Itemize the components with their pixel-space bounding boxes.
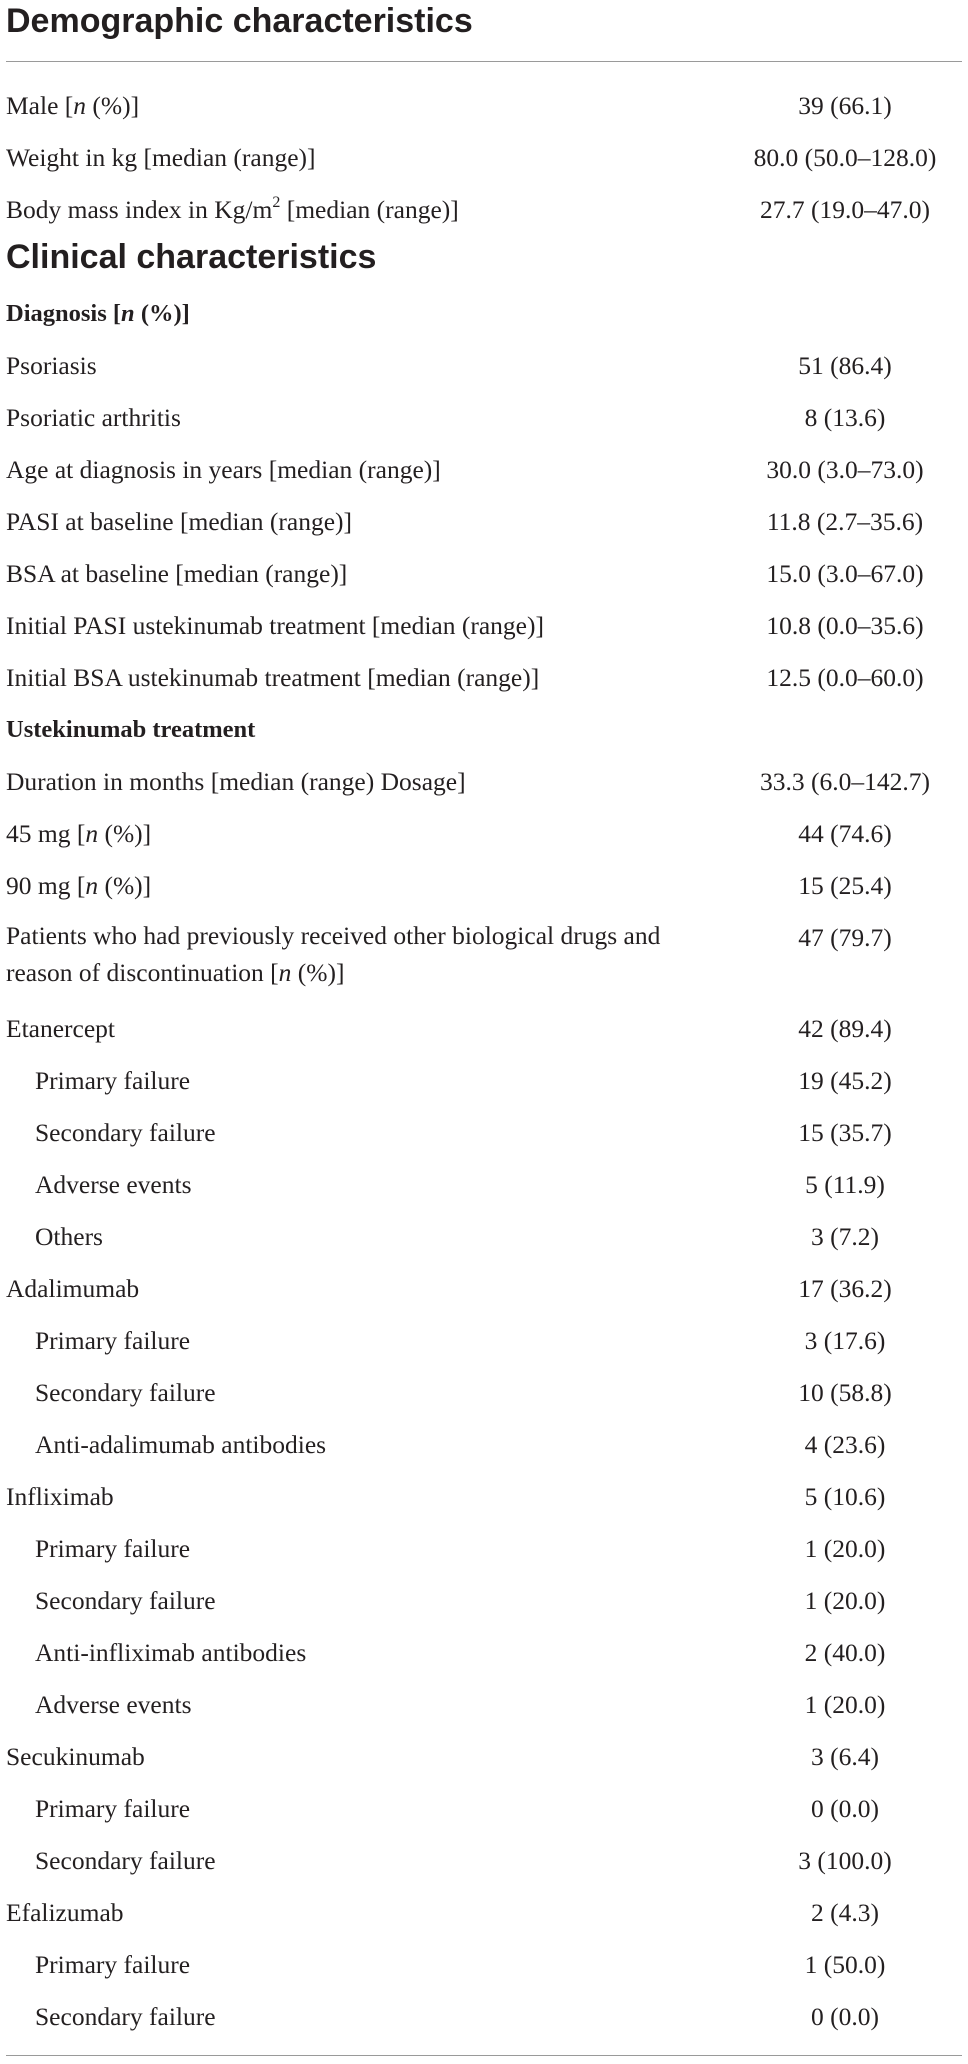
reason-label: Primary failure: [35, 1794, 191, 1823]
row-label: Age at diagnosis in years [median (range)]: [6, 455, 441, 484]
row-value: 10.8 (0.0–35.6): [766, 611, 924, 640]
header-divider: [6, 61, 962, 62]
row-value: 2 (40.0): [804, 1638, 886, 1667]
row-value: 3 (100.0): [798, 1846, 892, 1875]
row-value: 1 (50.0): [804, 1950, 886, 1979]
row-label: Psoriatic arthritis: [6, 403, 181, 432]
row-value: 30.0 (3.0–73.0): [766, 455, 924, 484]
reason-label: Adverse events: [35, 1170, 192, 1199]
row-value: 8 (13.6): [804, 403, 886, 432]
row-value: 19 (45.2): [798, 1066, 892, 1095]
drug-name: Secukinumab: [6, 1742, 145, 1771]
row-label: Psoriasis: [6, 351, 97, 380]
reason-label: Primary failure: [35, 1950, 191, 1979]
row-value: 2 (4.3): [811, 1898, 879, 1927]
row-value: 39 (66.1): [798, 91, 892, 120]
row-value: 5 (11.9): [805, 1170, 885, 1199]
row-value: 1 (20.0): [804, 1586, 886, 1615]
row-label: Initial PASI ustekinumab treatment [median (range)]: [6, 611, 544, 640]
row-value: 5 (10.6): [804, 1482, 886, 1511]
row-value: 15 (25.4): [798, 871, 892, 900]
row-value: 33.3 (6.0–142.7): [760, 767, 930, 796]
row-label: Weight in kg [median (range)]: [6, 143, 316, 172]
row-value: 10 (58.8): [798, 1378, 892, 1407]
row-value: 12.5 (0.0–60.0): [766, 663, 924, 692]
row-label: 45 mg [n (%)]: [6, 819, 152, 848]
reason-label: Others: [35, 1222, 103, 1251]
row-value: 3 (6.4): [811, 1742, 879, 1771]
row-value: 51 (86.4): [798, 351, 892, 380]
row-label: Male [n (%)]: [6, 91, 140, 120]
clinical-title: Clinical characteristics: [6, 238, 377, 276]
row-label: Diagnosis [n (%)]: [6, 300, 190, 327]
reason-label: Primary failure: [35, 1326, 191, 1355]
footer-divider: [6, 2055, 962, 2056]
row-label: 90 mg [n (%)]: [6, 871, 152, 900]
reason-label: Anti-infliximab antibodies: [35, 1638, 307, 1667]
row-value: 1 (20.0): [804, 1690, 886, 1719]
reason-label: Secondary failure: [35, 1378, 216, 1407]
demographic-title: Demographic characteristics: [6, 2, 473, 40]
reason-label: Adverse events: [35, 1690, 192, 1719]
row-label: BSA at baseline [median (range)]: [6, 559, 348, 588]
row-value: 15 (35.7): [798, 1118, 892, 1147]
row-value: 0 (0.0): [811, 1794, 879, 1823]
row-value: 27.7 (19.0–47.0): [760, 195, 930, 224]
row-value: 3 (7.2): [811, 1222, 879, 1251]
row-value: 4 (23.6): [804, 1430, 886, 1459]
reason-label: Secondary failure: [35, 1118, 216, 1147]
row-label: Patients who had previously received other biological drugs and reason of discontinuation [n (%)]: [6, 921, 661, 987]
row-value: 47 (79.7): [798, 923, 892, 952]
row-value: 3 (17.6): [804, 1326, 886, 1355]
row-label: Body mass index in $Kg/m^2$ [median (range)]: [6, 194, 459, 224]
drug-name: Efalizumab: [6, 1898, 124, 1927]
reason-label: Primary failure: [35, 1066, 191, 1095]
row-label: Duration in months [median (range) Dosage]: [6, 767, 466, 796]
reason-label: Secondary failure: [35, 1846, 216, 1875]
row-label: Ustekinumab treatment: [6, 716, 256, 743]
reason-label: Anti-adalimumab antibodies: [35, 1430, 327, 1459]
row-value: 17 (36.2): [798, 1274, 892, 1303]
drug-name: Infliximab: [6, 1482, 114, 1511]
row-value: 15.0 (3.0–67.0): [766, 559, 924, 588]
reason-label: Secondary failure: [35, 2002, 216, 2031]
row-label: PASI at baseline [median (range)]: [6, 507, 353, 536]
row-value: 42 (89.4): [798, 1014, 892, 1043]
row-value: 80.0 (50.0–128.0): [753, 143, 937, 172]
row-value: 44 (74.6): [798, 819, 892, 848]
drug-name: Etanercept: [6, 1014, 116, 1043]
row-value: 0 (0.0): [811, 2002, 879, 2031]
drug-name: Adalimumab: [6, 1274, 140, 1303]
row-value: 1 (20.0): [804, 1534, 886, 1563]
reason-label: Primary failure: [35, 1534, 191, 1563]
reason-label: Secondary failure: [35, 1586, 216, 1615]
row-label: Initial BSA ustekinumab treatment [median (range)]: [6, 663, 540, 692]
row-value: 11.8 (2.7–35.6): [766, 507, 924, 536]
